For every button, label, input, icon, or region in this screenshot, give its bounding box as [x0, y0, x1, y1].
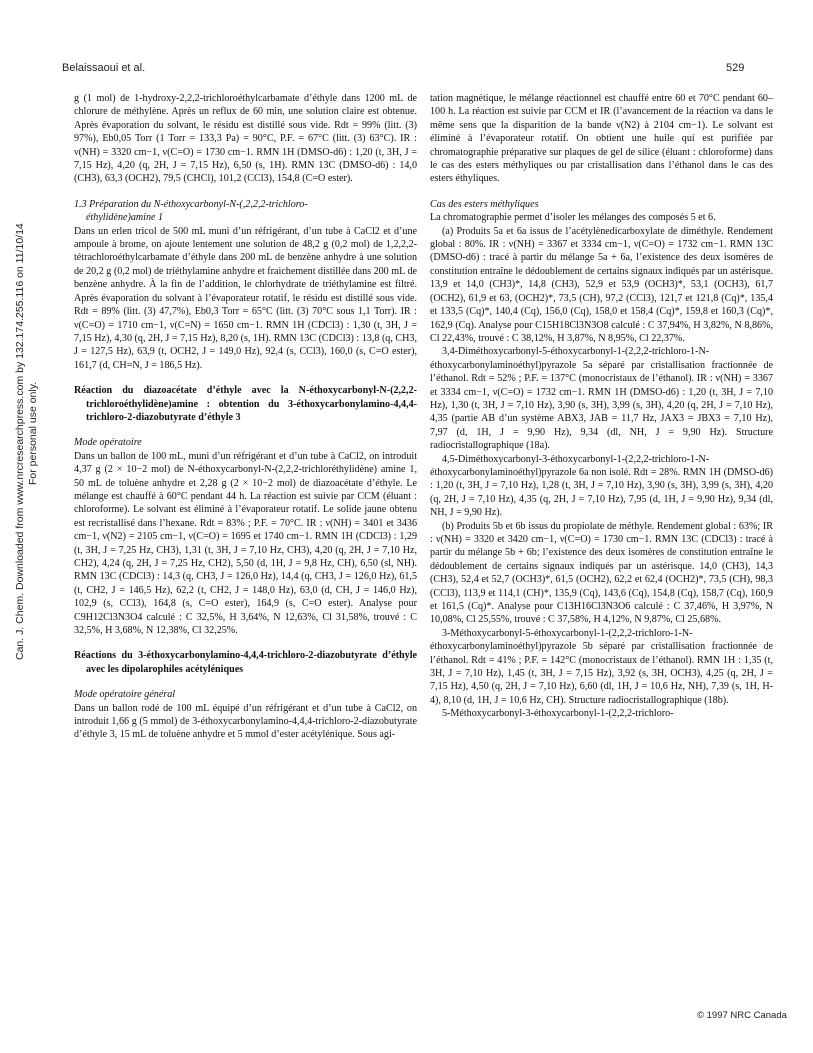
paragraph: La chromatographie permet d’isoler les mélanges des composés 5 et 6. — [430, 212, 716, 224]
paragraph: g (1 mol) de 1-hydroxy-2,2,2-trichloroéthylcarbamate d’éthyle dans 1200 mL de chlorure de méthylène. Après un reflux de 60 min, une solution claire est obtenue. Après évaporation du solvant, le résidu est distillé sous vide. Rdt = 99% (litt. (3) 97%), Eb0,05 Torr (1 Torr = 133,3 Pa) = 90°C, P.F. = 67°C (litt. (3) 63°C). IR : ν(NH) = 3320 cm−1, ν(C=O) = 1730 cm−1. RMN 1H (DMSO-d6) : 1,20 (t, 3H, J = 7,15 Hz), 4,20 (q, 2H, J = 7,15 Hz), 6,50 (s, 1H). RMN 13C (DMSO-d6) : 14,0 (CH3), 63,3 (OCH2), 79,5 (CHCl), 101,2 (CCl3), 154,8 (C=O ester). — [74, 93, 417, 185]
subsection-title: Mode opératoire — [74, 437, 142, 449]
left-column — [74, 92, 417, 742]
paragraph: 5-Méthoxycarbonyl-3-éthoxycarbonyl-1-(2,2,2-trichloro- — [442, 708, 674, 720]
paragraph: (b) Produits 5b et 6b issus du propiolate de méthyle. Rendement global : 63%; IR : ν(NH) = 3320 et 3420 cm−1, ν(C=O) = 1730 cm−1. RMN 13C (CDCl3) : tracé à partir du mélange 5b + 6b; l’existence des deux isomères de constitution entraîne le dédoublement de certains signaux indiqués par un astérisque. 14,0 (CH3), 14,3 (CH3), 52,4 et 52,7 (OCH3)*, 61,5 (OCH2), 62,2 et 62,4 (OCH2)*, 73,5 (CH), 98,3 (CCl3), 113,9 et 114,1 (CH)*, 135,9 (Cq), 143,6 (Cq), 154,8 (Cq), 158,7 (Cq), 160,9 et 161,5 (Cq)*. Analyse pour C13H16Cl3N3O6 calculé : C 37,46%, H 3,97%, N 10,08%, Cl 25,55%, trouvé : C 37,58%, H 4,12%, N 9,87%, Cl 25,68%. — [430, 520, 773, 626]
paragraph: 3-Méthoxycarbonyl-5-éthoxycarbonyl-1-(2,2,2-trichloro-1-N-éthoxycarbonylaminoéthyl)pyrazole 5b séparé par cristallisation fractionnée de l’éthanol. Rdt = 41% ; P.F. = 142°C (monocristaux de l’éthanol). RMN 1H : 1,35 (t, 3H, J = 7,10 Hz), 1,45 (t, 3H, J = 7,15 Hz), 3,92 (s, 3H, OCH3), 4,25 (q, 2H, J = 7,15 Hz), 4,50 (q, 2H, J = 7,10 Hz), 6,60 (dl, 1H, J = 10,6 Hz, NH), 7,39 (s, 1H, H-4), 8,10 (d, 1H, J = 10,6 Hz, CH). Structure radiocristallographique (18b). — [430, 627, 773, 706]
running-head-authors: Belaissaoui et al. — [62, 62, 146, 74]
paragraph: Dans un erlen tricol de 500 mL muni d’un réfrigérant, d’un tube à CaCl2 et d’une ampoule à brome, on ajoute lentement une solution de 48,2 g (0,2 mol) de 1,2,2,2-tétrachloroéthylcarbamate d’éthyle dans 200 mL de benzène anhydre à une solution de 20,2 g (0,2 mol) de triéthylamine anhydre et fraichement distillée dans 200 mL de benzène anhydre. À la fin de l’addition, le chlorhydrate de triéthylamine est filtré. Après évaporation du solvant à l’évaporateur rotatif, le résidu est distillé sous vide. Rdt = 89% (litt. (3) 47,7%), Eb0,3 Torr = 65°C (litt. (3) 70°C sous 1,1 Torr). IR : ν(C=O) = 1710 cm−1, ν(C=N) = 1650 cm−1. RMN 1H (CDCl3) : 1,30 (t, 3H, J = 7,15 Hz), 4,30 (q, 2H, J = 7,15 Hz), 8,20 (s, 1H). RMN 13C (CDCl3) : 13,8 (q, CH3, J = 127,5 Hz), 63,9 (t, OCH2, J = 149,0 Hz), 92,4 (s, CCl3), 160,0 (s, C=O ester), 161,7 (d, CH=N, J = 186,5 Hz). — [74, 225, 417, 371]
section-heading: Réaction du diazoacétate d’éthyle avec la N-éthoxycarbonyl-N-(2,2,2-trichloroéthylidène)amine : obtention du 3-éthoxycarbonylamino-4,4,4-trichloro-2-diazobutyrate d’éthyle 3 — [74, 385, 417, 423]
paragraph: Dans un ballon de 100 mL, muni d’un réfrigérant et d’un tube à CaCl2, on introduit 4,37 g (2 × 10−2 mol) de N-éthoxycarbonyl-N-(2,2,2-trichloréthylidène) amine 1, 50 mL de toluène anhydre et 2,28 g (2 × 10−2 mol) de diazoacétate d’éthyle. Le mélange est chauffé à 60°C pendant 44 h. La réaction est suivie par CCM (éluant : chloroforme). Le solvant est éliminé à l’évaporateur rotatif. Le solide jaune obtenu est recristallisé dans l’hexane. Rdt = 83% ; P.F. = 70°C. IR : ν(NH) = 3401 et 3436 cm−1, ν(N2) = 2105 cm−1, ν(C=O) = 1695 et 1740 cm−1. RMN 1H (CDCl3) : 1,29 (t, 3H, J = 7,25 Hz, CH3), 1,31 (t, 3H, J = 7,10 Hz, CH3), 4,20 (q, 2H, J = 7,10 Hz, CH2), 4,24 (q, 2H, J = 7,25 Hz, CH2), 5,50 (d, 1H, J = 9,8 Hz, CH), 6,50 (sl, NH). RMN 13C (CDCl3) : 14,3 (q, CH3, J = 126,0 Hz), 14,4 (q, CH3, J = 126,0 Hz), 61,5 (t, CH2, J = 146,5 Hz), 62,2 (t, CH2, J = 148,0 Hz), 63,0 (d, CH, J = 146,0 Hz), 102,9 (s, CCl3), 164,8 (s, C=O ester), 164,9 (s, C=O ester). Analyse pour C9H12Cl3N3O4 calculé : C 32,5%, H 3,64%, N 12,63%, Cl 31,58%, trouvé : C 32,5%, H 3,68%, N 12,38%, Cl 32,25%. — [74, 450, 417, 637]
page-number: 529 — [726, 62, 745, 74]
section-heading: Réactions du 3-éthoxycarbonylamino-4,4,4-trichloro-2-diazobutyrate d’éthyle avec les dipolarophiles acétyléniques — [74, 650, 417, 675]
subsection-title: Mode opératoire général — [74, 689, 176, 701]
paragraph: Dans un ballon rodé de 100 mL équipé d’un réfrigérant et d’un tube à CaCl2, on introduit 1,66 g (5 mmol) de 3-éthoxycarbonylamino-4,4,4-trichloro-2-diazobutyrate d’éthyle 3, 15 mL de toluène anhydre et 5 mmol d’ester acétylénique. Sous agi- — [74, 702, 417, 741]
paragraph: (a) Produits 5a et 6a issus de l’acétylènedicarboxylate de diméthyle. Rendement global : 80%. IR : ν(NH) = 3367 et 3334 cm−1, ν(C=O) = 1732 cm−1. RMN 13C (DMSO-d6) : tracé à partir du mélange 5a + 6a, l’existence des deux isomères de constitution entraîne le dédoublement de certains signaux indiqués par un astérisque. 13,9 et 14,0 (CH3)*, 14,8 (CH3), 52,9 et 53,9 (OCH3)*, 53,1 (OCH3), 61,7 (OCH2), 61,9 et 63, (OCH2)*, 73,5 (CH), 97,2 (CCl3), 121,7 et 121,8 (Cq)*, 135,4 et 133,5 (Cq)*, 140,4 (Cq), 156,0 (Cq), 158,0 et 158,4 (Cq)*, 159,8 et 160,3 (Cq)*, 162,9 (Cq). Analyse pour C15H18Cl3N3O8 calculé : C 37,94%, H 3,82%, N 8,86%, Cl 22,43%, trouvé : C 38,12%, H 3,87%, N 8,95%, Cl 22,37%. — [430, 225, 773, 344]
subsection-title: Cas des esters méthyliques — [430, 198, 539, 210]
copyright-footer: © 1997 NRC Canada — [697, 1010, 787, 1021]
watermark-line-2: For personal use only. — [27, 381, 39, 485]
paragraph: 4,5-Diméthoxycarbonyl-3-éthoxycarbonyl-1-(2,2,2-trichloro-1-N-éthoxycarbonylaminoéthyl)pyrazole 6a non isolé. Rdt = 28%. RMN 1H (DMSO-d6) : 1,20 (t, 3H, J = 7,10 Hz), 1,28 (t, 3H, J = 7,10 Hz), 3,90 (s, 3H), 3,99 (s, 3H), 4,20 (q, 2H, J = 7,10 Hz), 4,35 (q, 2H, J = 7,10 Hz), 7,95 (d, 1H, J = 9,90 Hz), 9,34 (dl, NH, J = 9,90 Hz). — [430, 453, 773, 519]
right-column — [430, 92, 773, 721]
paragraph: 3,4-Diméthoxycarbonyl-5-éthoxycarbonyl-1-(2,2,2-trichloro-1-N-éthoxycarbonylaminoéthyl)pyrazole 5a séparé par cristallisation fractionnée de l’éthanol. Rdt = 52% ; P.F. = 137°C (monocristaux de l’éthanol). IR : ν(NH) = 3367 et 3334 cm−1, ν(C=O) = 1732 cm−1. RMN 1H (DMSO-d6) : 1,20 (t, 3H, J = 7,10 Hz), 1,30 (t, 3H, J = 7,10 Hz), 3,90 (s, 3H), 3,99 (s, 3H), 4,20 (q, 2H, J = 7,10 Hz), 4,35 (partie AB d’un système ABX3, JAB = 11,7 Hz, JAX3 = JBX3 = 7,10 Hz), 7,97 (d, 1H, J = 9,90 Hz), 9,34 (dl, NH, J = 9,90 Hz). Structure radiocristallographique (18a). — [430, 346, 773, 452]
section-title-continued: éthylidène)amine 1 — [86, 212, 164, 224]
download-watermark-text — [14, 223, 40, 660]
watermark-line-1: Can. J. Chem. Downloaded from www.nrcresearchpress.com by 132.174.255.116 on 11/10/14 — [14, 223, 26, 660]
download-watermark — [6, 120, 40, 660]
section-title: 1.3 Préparation du N-éthoxycarbonyl-N-(,2,2,2-trichloro- — [74, 198, 308, 210]
paragraph: tation magnétique, le mélange réactionnel est chauffé entre 60 et 70°C pendant 60–100 h. La réaction est suivie par CCM et IR (l’avancement de la réaction va dans le même sens que la disparition de la bande ν(N2) à 2104 cm−1). Le solvant est éliminé à l’évaporateur rotatif. On obtient une huile qui est purifiée par chromatographie préparative sur plaques de gel de silice (éluant : chloroforme) dans le cas des esters méthyliques ou par cristallisation dans l’éthanol dans le cas des esters éthyliques. — [430, 93, 773, 185]
